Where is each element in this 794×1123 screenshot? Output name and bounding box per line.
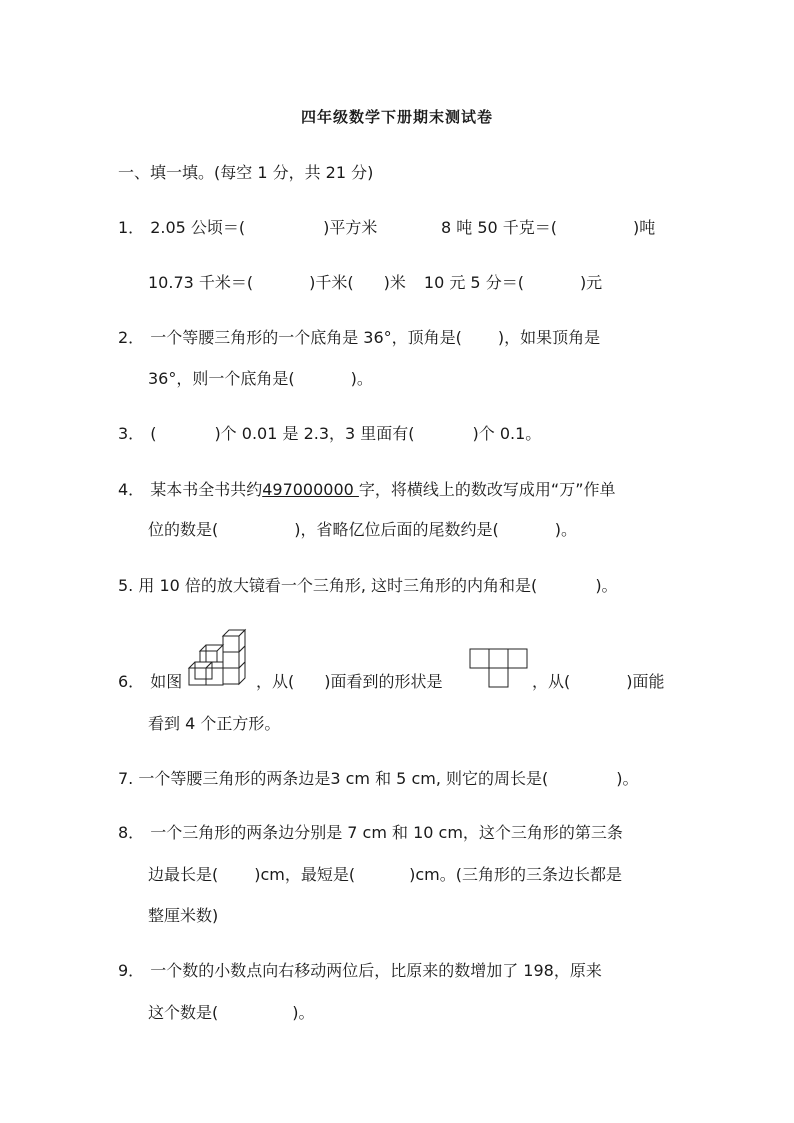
question-9-line-2 [148,1002,315,1024]
question-9 [118,960,602,982]
question-4-line-2 [148,519,577,541]
q6-text-b: ，从( [256,672,295,691]
q2-text-2b: )。 [350,369,373,388]
question-3 [118,423,541,445]
question-number: 4． [118,480,145,499]
question-4 [118,479,616,501]
q1-text-a1: 2.05 公顷＝( [150,218,246,237]
q1-text-b1: 8 吨 50 千克＝( [441,218,558,237]
q4-text-2a: 位的数是( [148,520,219,539]
underlined-number: 497000000 [262,480,359,499]
question-7 [118,768,639,790]
q6-text-e: )面能 [626,672,665,691]
q3-text-b: )个 0.01 是 2.3，3 里面有( [214,424,415,443]
q9-text-1: 一个数的小数点向右移动两位后，比原来的数增加了 198，原来 [150,961,602,980]
q4-text-2b: )，省略亿位后面的尾数约是( [294,520,499,539]
q2-text-1b: )，如果顶角是 [497,328,601,347]
question-number: 3． [118,424,145,443]
page-title: 四年级数学下册期末测试卷 [300,108,493,126]
question-2 [118,327,600,349]
stacked-cubes-figure [185,627,255,689]
q7-text-a: 7. 一个等腰三角形的两条边是3 cm 和 5 cm, 则它的周长是( [118,769,549,788]
question-number: 9． [118,961,145,980]
q6-text-d: ，从( [532,672,571,691]
q8-text-2c: )cm。(三角形的三条边长都是 [409,865,622,884]
q1-text-c1: 10.73 千米＝( [148,273,254,292]
q1-text-c2: )千米( [309,273,354,292]
q8-text-2a: 边最长是( [148,865,219,884]
question-8-line-3: 整厘米数) [148,906,219,925]
q9-text-2b: )。 [292,1003,315,1022]
question-5 [118,575,618,597]
question-number: 8． [118,823,145,842]
question-1-part-b [441,217,655,239]
q8-text-1: 一个三角形的两条边分别是 7 cm 和 10 cm，这个三角形的第三条 [150,823,623,842]
question-2-line-2 [148,368,373,390]
view-shape-figure [469,648,531,690]
question-6 [118,671,182,693]
question-6-end [532,671,665,693]
q3-text-c: )个 0.1。 [472,424,542,443]
question-number: 2． [118,328,145,347]
question-1-line-2 [148,272,602,294]
question-number: 1． [118,218,145,237]
question-6-line-2: 看到 4 个正方形。 [148,714,281,733]
q1-text-b2: )吨 [633,218,656,237]
q6-text-a: 如图 [150,672,183,691]
section-heading: 一、填一填。(每空 1 分，共 21 分) [118,163,374,182]
question-number: 6． [118,672,145,691]
q1-text-a2: )平方米 [323,218,378,237]
q4-text-2c: )。 [554,520,577,539]
q7-text-b: )。 [616,769,639,788]
question-1 [118,217,377,239]
q5-text-a: 5. 用 10 倍的放大镜看一个三角形, 这时三角形的内角和是( [118,576,538,595]
q5-text-b: )。 [595,576,618,595]
q1-text-c3: )米 [383,273,406,292]
question-6-middle [256,671,443,693]
q2-text-1a: 一个等腰三角形的一个底角是 36°，顶角是( [150,328,462,347]
q9-text-2a: 这个数是( [148,1003,219,1022]
question-8-line-2 [148,864,622,886]
q4-text-1a: 某本书全书共约 [150,480,263,499]
q3-text-a: ( [150,424,157,443]
q8-text-2b: )cm，最短是( [254,865,356,884]
q1-text-d1: 10 元 5 分＝( [423,273,524,292]
q4-text-1b: 字，将横线上的数改写成用“万”作单 [358,480,616,499]
q1-text-d2: )元 [579,273,603,292]
q6-text-c: )面看到的形状是 [324,672,443,691]
q2-text-2a: 36°，则一个底角是( [148,369,295,388]
question-8 [118,822,623,844]
